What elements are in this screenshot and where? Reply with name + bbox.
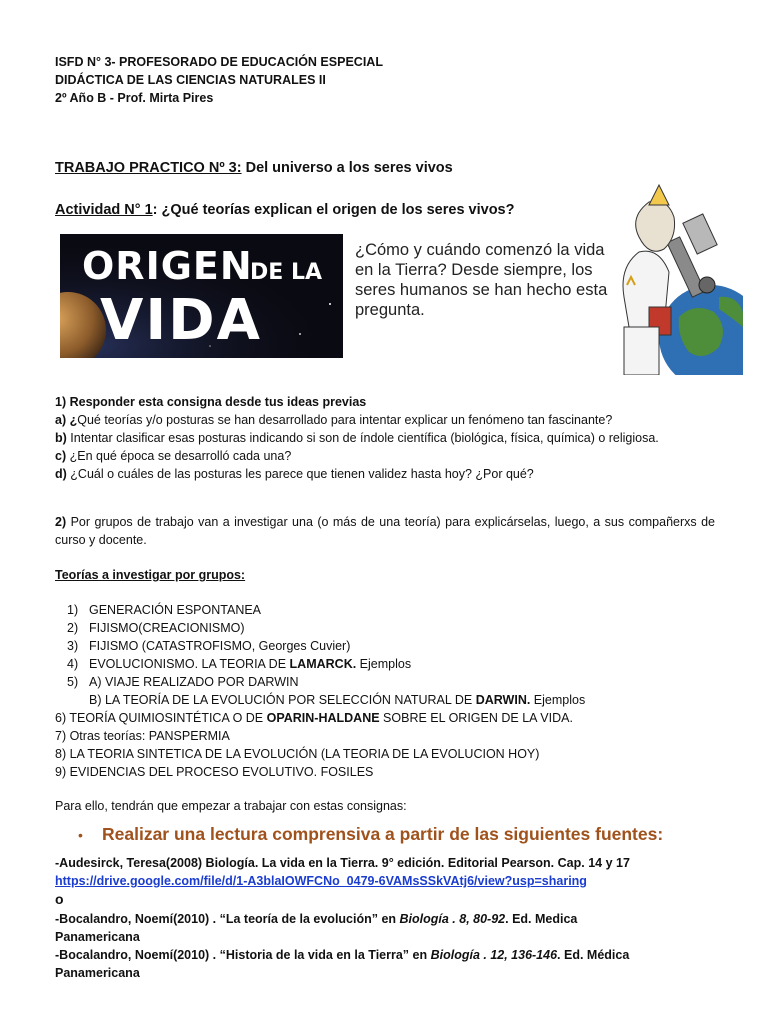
ref2-text: -Bocalandro, Noemí(2010) . “La teoría de la evolución” en (55, 912, 400, 926)
reference-audesirck: -Audesirck, Teresa(2008) Biología. La vida en la Tierra. 9° edición. Editorial Pearson. Cap. 14 y 17 (55, 856, 630, 870)
theory-6-post: SOBRE EL ORIGEN DE LA VIDA. (379, 711, 573, 725)
theory-5b-bold: DARWIN. (475, 693, 531, 707)
scientist-microscope-cartoon (619, 177, 743, 375)
reference-bocalandro-2 (55, 946, 715, 964)
header-teacher: 2º Año B - Prof. Mirta Pires (55, 91, 214, 105)
tp-title (55, 160, 453, 176)
theories-heading-text: Teorías a investigar por grupos: (55, 568, 246, 582)
theories-ordered-list (55, 601, 715, 691)
q1a-text: Qué teorías y/o posturas se han desarrollado para intentar explicar un fenómeno tan fascinante? (77, 413, 613, 427)
q2-text: Por grupos de trabajo van a investigar una (o más de una teoría) para explicárselas, luego, a sus compañerxs de curso y docente. (55, 515, 715, 547)
q1-heading: 1) Responder esta consigna desde tus ideas previas (55, 395, 367, 409)
origen-de-la-vida-banner (60, 234, 343, 358)
theory-text: EVOLUCIONISMO. LA TEORIA DE (89, 657, 290, 671)
ref3-italic: Biología . 12, 136-146 (430, 948, 558, 962)
q1d-text: ¿Cuál o cuáles de las posturas les parece que tienen validez hasta hoy? ¿Por qué? (66, 467, 534, 481)
header-course: DIDÁCTICA DE LAS CIENCIAS NATURALES II (55, 73, 326, 87)
theory-text: FIJISMO (CATASTROFISMO, Georges Cuvier) (89, 639, 351, 653)
q1b-label: b) (55, 431, 67, 445)
banner-word-de-la: DE LA (250, 260, 322, 285)
q1c-text: ¿En qué época se desarrolló cada una? (66, 449, 292, 463)
theory-text: GENERACIÓN ESPONTANEA (89, 603, 262, 617)
tp-label: TRABAJO PRACTICO Nº 3: (55, 160, 242, 176)
theory-item (55, 637, 715, 655)
theory-7: 7) Otras teorías: PANSPERMIA (55, 729, 230, 743)
theory-bold: LAMARCK. (289, 657, 357, 671)
theory-number: 5) (67, 675, 79, 689)
theory-5b (55, 691, 715, 709)
theory-item (55, 655, 715, 673)
cartoon-graphic (619, 177, 743, 375)
theory-number: 1) (67, 603, 79, 617)
theories-list (55, 601, 715, 781)
theory-item (55, 601, 715, 619)
reference-bocalandro-1 (55, 910, 715, 928)
theory-text: A) VIAJE REALIZADO POR DARWIN (89, 675, 299, 689)
ref2-post: . Ed. Medica (505, 912, 578, 926)
ref3-post: . Ed. Médica (557, 948, 630, 962)
q1c-label: c) (55, 449, 67, 463)
intro-text: ¿Cómo y cuándo comenzó la vida en la Tierra? Desde siempre, los seres humanos se han hecho esta pregunta. (355, 241, 608, 319)
ref2-italic: Biología . 8, 80-92 (399, 912, 506, 926)
theory-9: 9) EVIDENCIAS DEL PROCESO EVOLUTIVO. FOSILES (55, 765, 374, 779)
para-ello-text: Para ello, tendrán que empezar a trabajar con estas consignas: (55, 799, 407, 813)
reading-instruction: Realizar una lectura comprensiva a partir de las siguientes fuentes: (102, 824, 664, 844)
ref3-text: -Bocalandro, Noemí(2010) . “Historia de la vida en la Tierra” en (55, 948, 431, 962)
q1d-label: d) (55, 467, 67, 481)
q2-label: 2) (55, 515, 67, 529)
theories-heading (55, 566, 715, 584)
theory-text: FIJISMO(CREACIONISMO) (89, 621, 245, 635)
question-2-block (55, 513, 715, 549)
theory-item (55, 619, 715, 637)
bullet-dot: • (78, 827, 83, 843)
theory-number: 2) (67, 621, 79, 635)
reference-bocalandro-2-cont: Panamericana (55, 966, 140, 980)
theory-number: 3) (67, 639, 79, 653)
theory-5b-text: B) LA TEORÍA DE LA EVOLUCIÓN POR SELECCIÓN NATURAL DE (89, 693, 476, 707)
theory-6-bold: OPARIN-HALDANE (266, 711, 380, 725)
theory-6-text: 6) TEORÍA QUIMIOSINTÉTICA O DE (55, 711, 267, 725)
q1a-label: a) ¿ (55, 413, 78, 427)
theory-item (55, 673, 715, 691)
theory-post: Ejemplos (356, 657, 412, 671)
q1b-text: Intentar clasificar esas posturas indicando si son de índole científica (biológica, física, química) o religiosa. (66, 431, 659, 445)
activity-question: : ¿Qué teorías explican el origen de los seres vivos? (152, 202, 515, 218)
activity-title (55, 202, 514, 218)
reference-bocalandro-1-cont: Panamericana (55, 930, 140, 944)
question-1-block (55, 393, 715, 483)
theory-number: 4) (67, 657, 79, 671)
reference-or: o (55, 891, 64, 907)
banner-word-vida: VIDA (100, 288, 262, 353)
theory-5b-post: Ejemplos (530, 693, 586, 707)
tp-subtitle: Del universo a los seres vivos (241, 160, 453, 176)
theory-6 (55, 709, 715, 727)
drive-link[interactable]: https://drive.google.com/file/d/1-A3blaIOWFCNo_0479-6VAMsSSkVAtj6/view?usp=sharing (55, 874, 587, 888)
activity-label: Actividad N° 1 (55, 202, 153, 218)
reference-link-row (55, 872, 715, 890)
theory-8: 8) LA TEORIA SINTETICA DE LA EVOLUCIÓN (LA TEORIA DE LA EVOLUCION HOY) (55, 747, 540, 761)
banner-word-origen: ORIGEN (82, 244, 253, 288)
header-institution: ISFD N° 3- PROFESORADO DE EDUCACIÓN ESPECIAL (55, 55, 383, 69)
